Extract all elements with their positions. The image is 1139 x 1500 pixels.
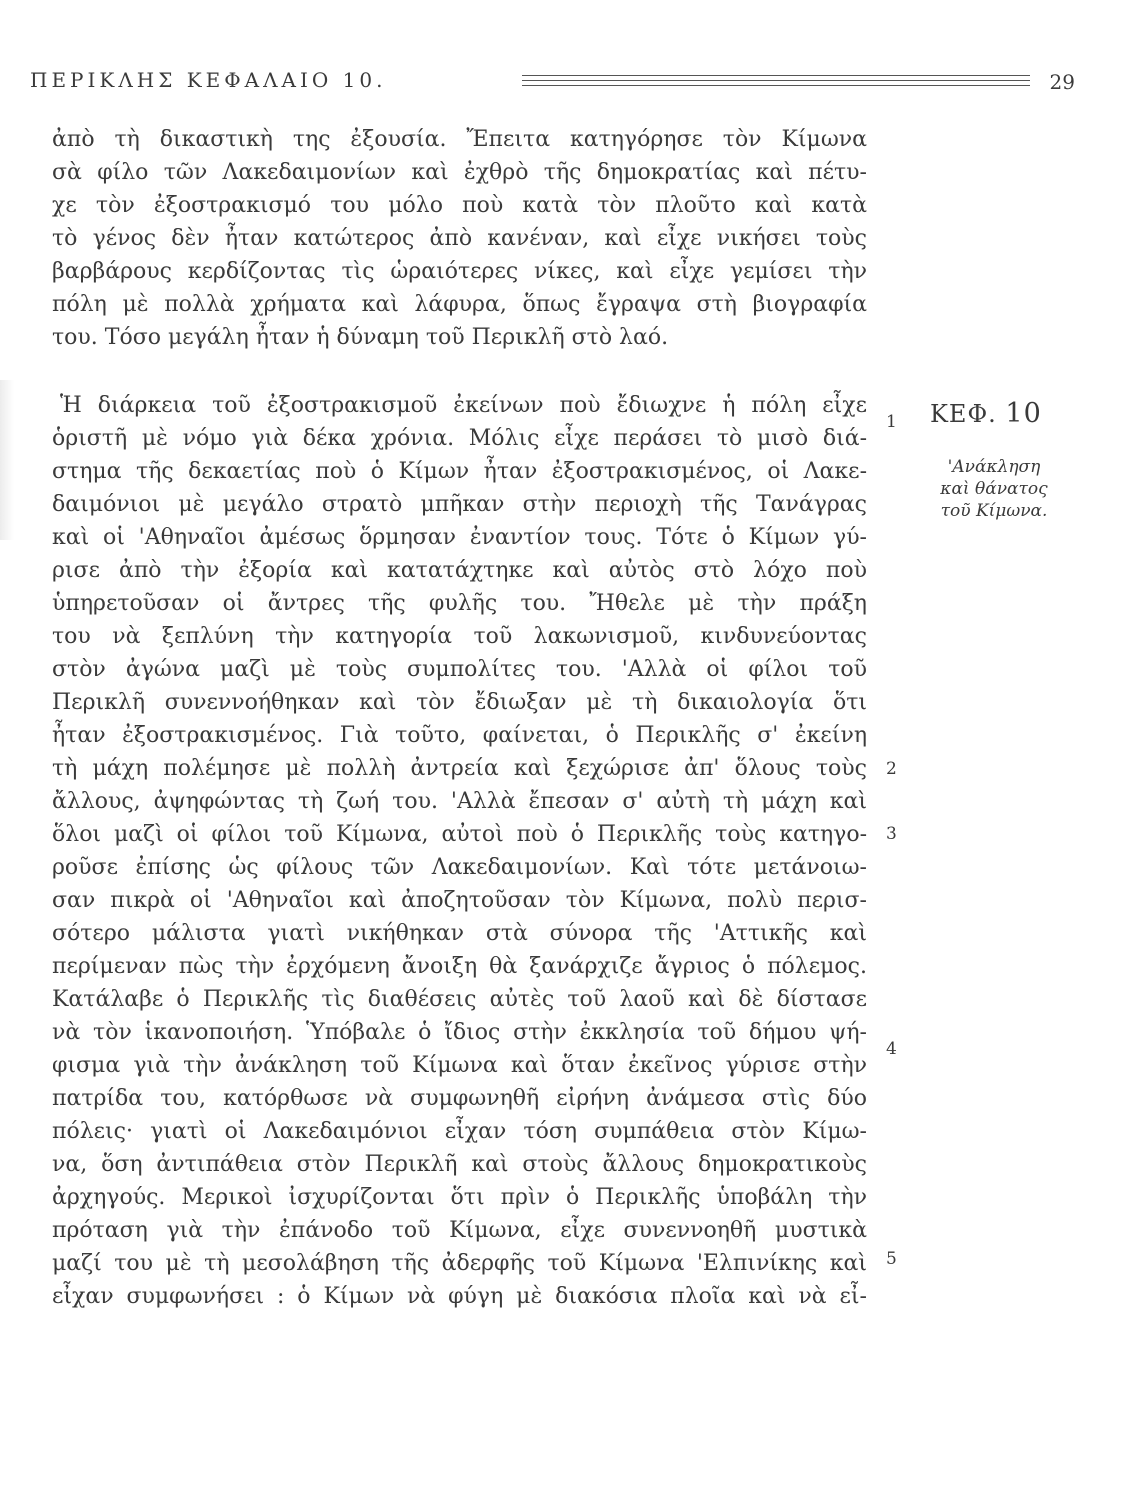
text-line: πατρίδα του, κατόρθωσε νὰ συμφωνηθῆ εἰρήνη ἀνάμεσα στὶς δύο: [52, 1086, 867, 1111]
text-line: σαν πικρὰ οἱ 'Αθηναῖοι καὶ ἀποζητοῦσαν τὸν Κίμωνα, πολὺ περισ-: [52, 888, 867, 913]
running-header: [30, 68, 1075, 104]
text-line: καὶ οἱ 'Αθηναῖοι ἀμέσως ὅρμησαν ἐναντίον τους. Τότε ὁ Κίμων γύ-: [52, 525, 867, 550]
text-line: [52, 1314, 867, 1346]
margin-subtitle: καὶ θάνατος: [940, 479, 1048, 499]
section-number: 5: [886, 1249, 897, 1269]
text-line: ὑπηρετοῦσαν οἱ ἄντρες τῆς φυλῆς του. Ἤθελε μὲ τὴν πράξη: [52, 591, 867, 616]
text-line: νὰ τὸν ἱκανοποιήση. Ὑπόβαλε ὁ ἴδιος στὴν ἐκκλησία τοῦ δήμου ψή-: [52, 1020, 867, 1045]
text-line: ἦταν ἐξοστρακισμένος. Γιὰ τοῦτο, φαίνεται, ὁ Περικλῆς σ' ἐκείνη: [52, 723, 867, 748]
text-line: μαζί του μὲ τὴ μεσολάβηση τῆς ἀδερφῆς τοῦ Κίμωνα 'Ελπινίκης καὶ: [52, 1251, 867, 1276]
text-line: ἀπὸ τὴ δικαστικὴ της ἐξουσία. Ἔπειτα κατηγόρησε τὸν Κίμωνα: [52, 127, 867, 152]
text-line: πρόταση γιὰ τὴν ἐπάνοδο τοῦ Κίμωνα, εἶχε συνεννοηθῆ μυστικὰ: [52, 1218, 867, 1243]
text-line: στὸν ἀγώνα μαζὶ μὲ τοὺς συμπολίτες του. 'Αλλὰ οἱ φίλοι τοῦ: [52, 657, 867, 682]
section-number: 3: [886, 824, 897, 844]
text-line: ὁριστῆ μὲ νόμο γιὰ δέκα χρόνια. Μόλις εἶχε περάσει τὸ μισὸ διά-: [52, 426, 867, 451]
text-line: περίμεναν πὼς τὴν ἐρχόμενη ἄνοιξη θὰ ξανάρχιζε ἄγριος ὁ πόλεμος.: [52, 954, 867, 979]
text-line: Κατάλαβε ὁ Περικλῆς τὶς διαθέσεις αὐτὲς τοῦ λαοῦ καὶ δὲ δίστασε: [52, 987, 867, 1012]
text-line: πόλεις· γιατὶ οἱ Λακεδαιμόνιοι εἶχαν τόση συμπάθεια στὸν Κίμω-: [52, 1119, 867, 1144]
text-line: χε τὸν ἐξοστρακισμό του μόλο ποὺ κατὰ τὸν πλοῦτο καὶ κατὰ: [52, 193, 867, 218]
text-line: εἶχαν συμφωνήσει : ὁ Κίμων νὰ φύγη μὲ διακόσια πλοῖα καὶ νὰ εἶ-: [52, 1284, 867, 1309]
text-line: βαρβάρους κερδίζοντας τὶς ὡραιότερες νίκες, καὶ εἶχε γεμίσει τὴν: [52, 259, 867, 284]
header-rule: [522, 80, 1030, 81]
text-line: Ἡ διάρκεια τοῦ ἐξοστρακισμοῦ ἐκείνων ποὺ ἔδιωχνε ἡ πόλη εἶχε: [60, 393, 867, 418]
section-number: 2: [886, 759, 897, 779]
margin-subtitle: τοῦ Κίμωνα.: [940, 501, 1048, 521]
chapter-label: ΚΕΦ.: [930, 400, 997, 428]
margin-subtitle: 'Ανάκληση: [947, 457, 1041, 477]
text-line: ἀρχηγούς. Μερικοὶ ἰσχυρίζονται ὅτι πρὶν ὁ Περικλῆς ὑποβάλη τὴν: [52, 1185, 867, 1210]
page-edge-shadow: [0, 380, 14, 540]
header-title: ΠΕΡΙΚΛΗΣ ΚΕΦΑΛΑΙΟ 10.: [30, 68, 387, 92]
text-line: ροῦσε ἐπίσης ὡς φίλους τῶν Λακεδαιμονίων. Καὶ τότε μετάνοιω-: [52, 855, 867, 880]
text-line: σότερο μάλιστα γιατὶ νικήθηκαν στὰ σύνορα τῆς 'Αττικῆς καὶ: [52, 921, 867, 946]
header-rule: [522, 85, 1030, 86]
text-line: ρισε ἀπὸ τὴν ἐξορία καὶ κατατάχτηκε καὶ αὐτὸς στὸ λόχο ποὺ: [52, 558, 867, 583]
header-rule: [522, 75, 1030, 76]
text-line: να, ὅση ἀντιπάθεια στὸν Περικλῆ καὶ στοὺς ἄλλους δημοκρατικοὺς: [52, 1152, 867, 1177]
section-number: 1: [886, 412, 897, 432]
text-line: φισμα γιὰ τὴν ἀνάκληση τοῦ Κίμωνα καὶ ὅταν ἐκεῖνος γύρισε στὴν: [52, 1053, 867, 1078]
text-line: τὴ μάχη πολέμησε μὲ πολλὴ ἀντρεία καὶ ξεχώρισε ἀπ' ὅλους τοὺς: [52, 756, 867, 781]
text-line: ἄλλους, ἀψηφώντας τὴ ζωή του. 'Αλλὰ ἔπεσαν σ' αὐτὴ τὴ μάχη καὶ: [52, 789, 867, 814]
text-line: στημα τῆς δεκαετίας ποὺ ὁ Κίμων ἦταν ἐξοστρακισμένος, οἱ Λακε-: [52, 459, 867, 484]
text-line: του νὰ ξεπλύνη τὴν κατηγορία τοῦ λακωνισμοῦ, κινδυνεύοντας: [52, 624, 867, 649]
page-number: 29: [1049, 70, 1075, 94]
text-line: πόλη μὲ πολλὰ χρήματα καὶ λάφυρα, ὅπως ἔγραψα στὴ βιογραφία: [52, 292, 867, 317]
chapter-number: 10: [1005, 398, 1042, 429]
chapter-heading: [930, 398, 1042, 429]
text-line: Περικλῆ συνεννοήθηκαν καὶ τὸν ἔδιωξαν μὲ τὴ δικαιολογία ὅτι: [52, 690, 867, 715]
text-line: σὰ φίλο τῶν Λακεδαιμονίων καὶ ἐχθρὸ τῆς δημοκρατίας καὶ πέτυ-: [52, 160, 867, 185]
section-number: 4: [886, 1039, 897, 1059]
text-line: του. Τόσο μεγάλη ἦταν ἡ δύναμη τοῦ Περικλῆ στὸ λαό.: [52, 325, 669, 350]
text-line: ὅλοι μαζὶ οἱ φίλοι τοῦ Κίμωνα, αὐτοὶ ποὺ ὁ Περικλῆς τοὺς κατηγο-: [52, 822, 867, 847]
text-line: δαιμόνιοι μὲ μεγάλο στρατὸ μπῆκαν στὴν περιοχὴ τῆς Τανάγρας: [52, 492, 867, 517]
text-line: τὸ γένος δὲν ἦταν κατώτερος ἀπὸ κανέναν, καὶ εἶχε νικήσει τοὺς: [52, 226, 867, 251]
